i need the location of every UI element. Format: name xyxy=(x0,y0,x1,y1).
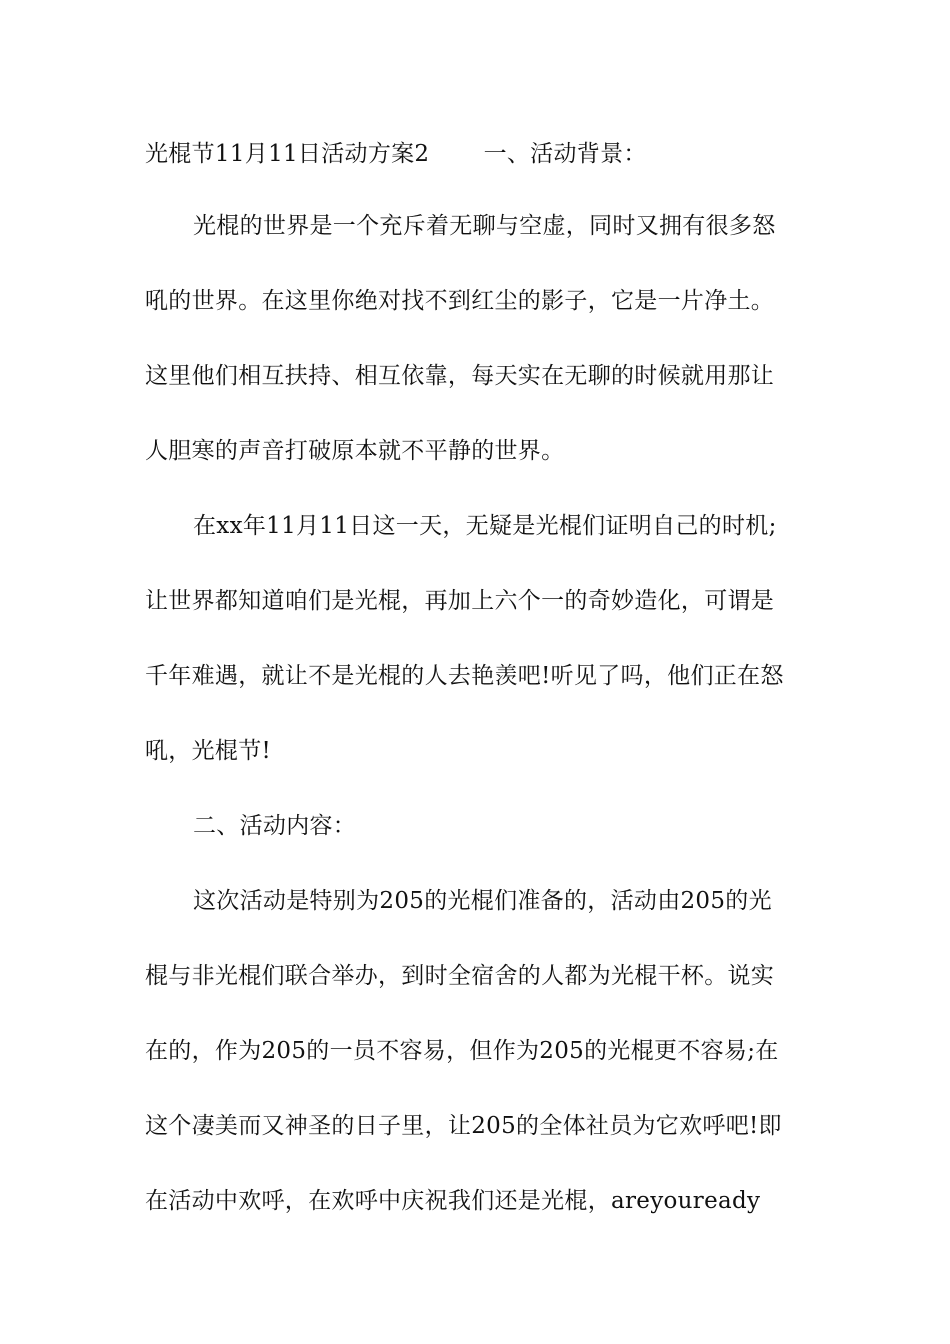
paragraph-line: 棍与非光棍们联合举办，到时全宿舍的人都为光棍干杯。说实 xyxy=(145,963,775,989)
paragraph-line: 让世界都知道咱们是光棍，再加上六个一的奇妙造化，可谓是 xyxy=(145,588,775,614)
section-heading: 二、活动内容： xyxy=(193,813,357,839)
paragraph-line: 人胆寒的声音打破原本就不平静的世界。 xyxy=(145,438,565,464)
paragraph-line: 吼，光棍节! xyxy=(145,738,272,764)
paragraph-line: 这个凄美而又神圣的日子里，让205的全体社员为它欢呼吧!即 xyxy=(145,1113,782,1139)
paragraph-line: 在xx年11月11日这一天，无疑是光棍们证明自己的时机; xyxy=(193,513,777,539)
paragraph-line: 千年难遇，就让不是光棍的人去艳羡吧!听见了吗，他们正在怒 xyxy=(145,663,784,689)
title-line: 光棍节11月11日活动方案2 一、活动背景： xyxy=(145,141,647,167)
paragraph-line: 这次活动是特别为205的光棍们准备的，活动由205的光 xyxy=(193,888,772,914)
paragraph-line: 吼的世界。在这里你绝对找不到红尘的影子，它是一片净土。 xyxy=(145,288,775,314)
paragraph-line: 在的，作为205的一员不容易，但作为205的光棍更不容易;在 xyxy=(145,1038,779,1064)
paragraph-line: 在活动中欢呼，在欢呼中庆祝我们还是光棍，areyouready xyxy=(145,1188,761,1214)
paragraph-line: 光棍的世界是一个充斥着无聊与空虚，同时又拥有很多怒 xyxy=(193,213,776,239)
paragraph-line: 这里他们相互扶持、相互依靠，每天实在无聊的时候就用那让 xyxy=(145,363,775,389)
